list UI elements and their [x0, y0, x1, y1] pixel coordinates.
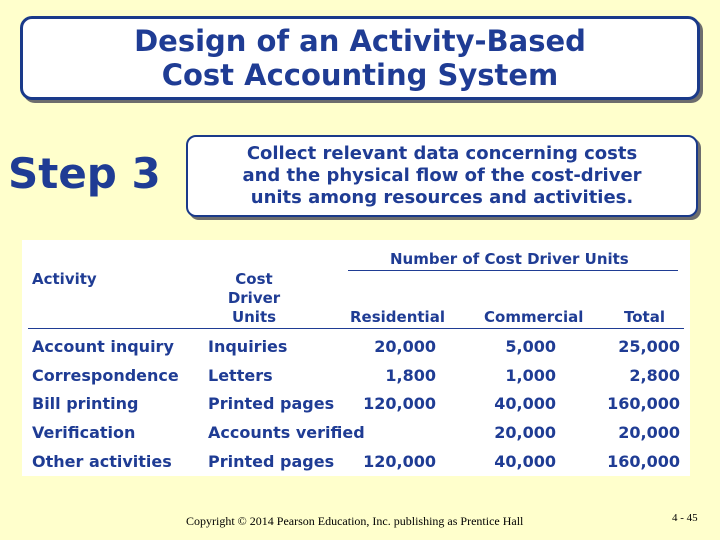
row-3-driver: Printed pages [208, 394, 335, 413]
row-3-commercial: 40,000 [494, 394, 556, 413]
group-header: Number of Cost Driver Units [390, 250, 629, 268]
row-2-total: 2,800 [629, 366, 680, 385]
col-header-cost-driver-line-1: Cost [235, 270, 273, 288]
row-2-commercial: 1,000 [505, 366, 556, 385]
header-rule [28, 328, 684, 329]
step-text-line-2: and the physical flow of the cost-driver [242, 165, 642, 186]
row-4-activity: Verification [32, 423, 136, 442]
row-4-commercial: 20,000 [494, 423, 556, 442]
copyright-notice: Copyright © 2014 Pearson Education, Inc. publishing as Prentice Hall [186, 514, 524, 528]
row-5-driver: Printed pages [208, 452, 335, 471]
row-1-residential: 20,000 [374, 337, 436, 356]
col-header-commercial: Commercial [484, 308, 584, 326]
page-number: 4 - 45 [672, 512, 698, 524]
title-box [20, 16, 700, 100]
col-header-residential: Residential [350, 308, 445, 326]
row-5-total: 160,000 [607, 452, 680, 471]
row-4-driver: Accounts verified [208, 423, 365, 442]
col-header-total: Total [624, 308, 665, 326]
row-3-activity: Bill printing [32, 394, 139, 413]
step-text-line-1: Collect relevant data concerning costs [246, 143, 638, 164]
row-2-residential: 1,800 [385, 366, 436, 385]
row-2-activity: Correspondence [32, 366, 179, 385]
row-5-activity: Other activities [32, 452, 172, 471]
row-1-activity: Account inquiry [32, 337, 174, 356]
col-header-cost-driver-line-2: Driver [227, 289, 281, 307]
col-header-activity: Activity [32, 270, 97, 288]
group-header-rule [348, 270, 678, 271]
row-1-total: 25,000 [618, 337, 680, 356]
step-description-box [186, 135, 698, 217]
row-4-total: 20,000 [618, 423, 680, 442]
row-3-total: 160,000 [607, 394, 680, 413]
col-header-cost-driver-line-3: Units [231, 308, 277, 326]
row-3-residential: 120,000 [363, 394, 436, 413]
step-text-line-3: units among resources and activities. [250, 187, 634, 208]
step-label: Step 3 [8, 149, 161, 198]
cost-driver-table [22, 240, 690, 476]
row-1-driver: Inquiries [208, 337, 288, 356]
row-5-commercial: 40,000 [494, 452, 556, 471]
row-2-driver: Letters [208, 366, 273, 385]
row-1-commercial: 5,000 [505, 337, 556, 356]
row-5-residential: 120,000 [363, 452, 436, 471]
title-line-1: Design of an Activity-Based [134, 24, 586, 58]
title-line-2: Cost Accounting System [161, 58, 559, 92]
